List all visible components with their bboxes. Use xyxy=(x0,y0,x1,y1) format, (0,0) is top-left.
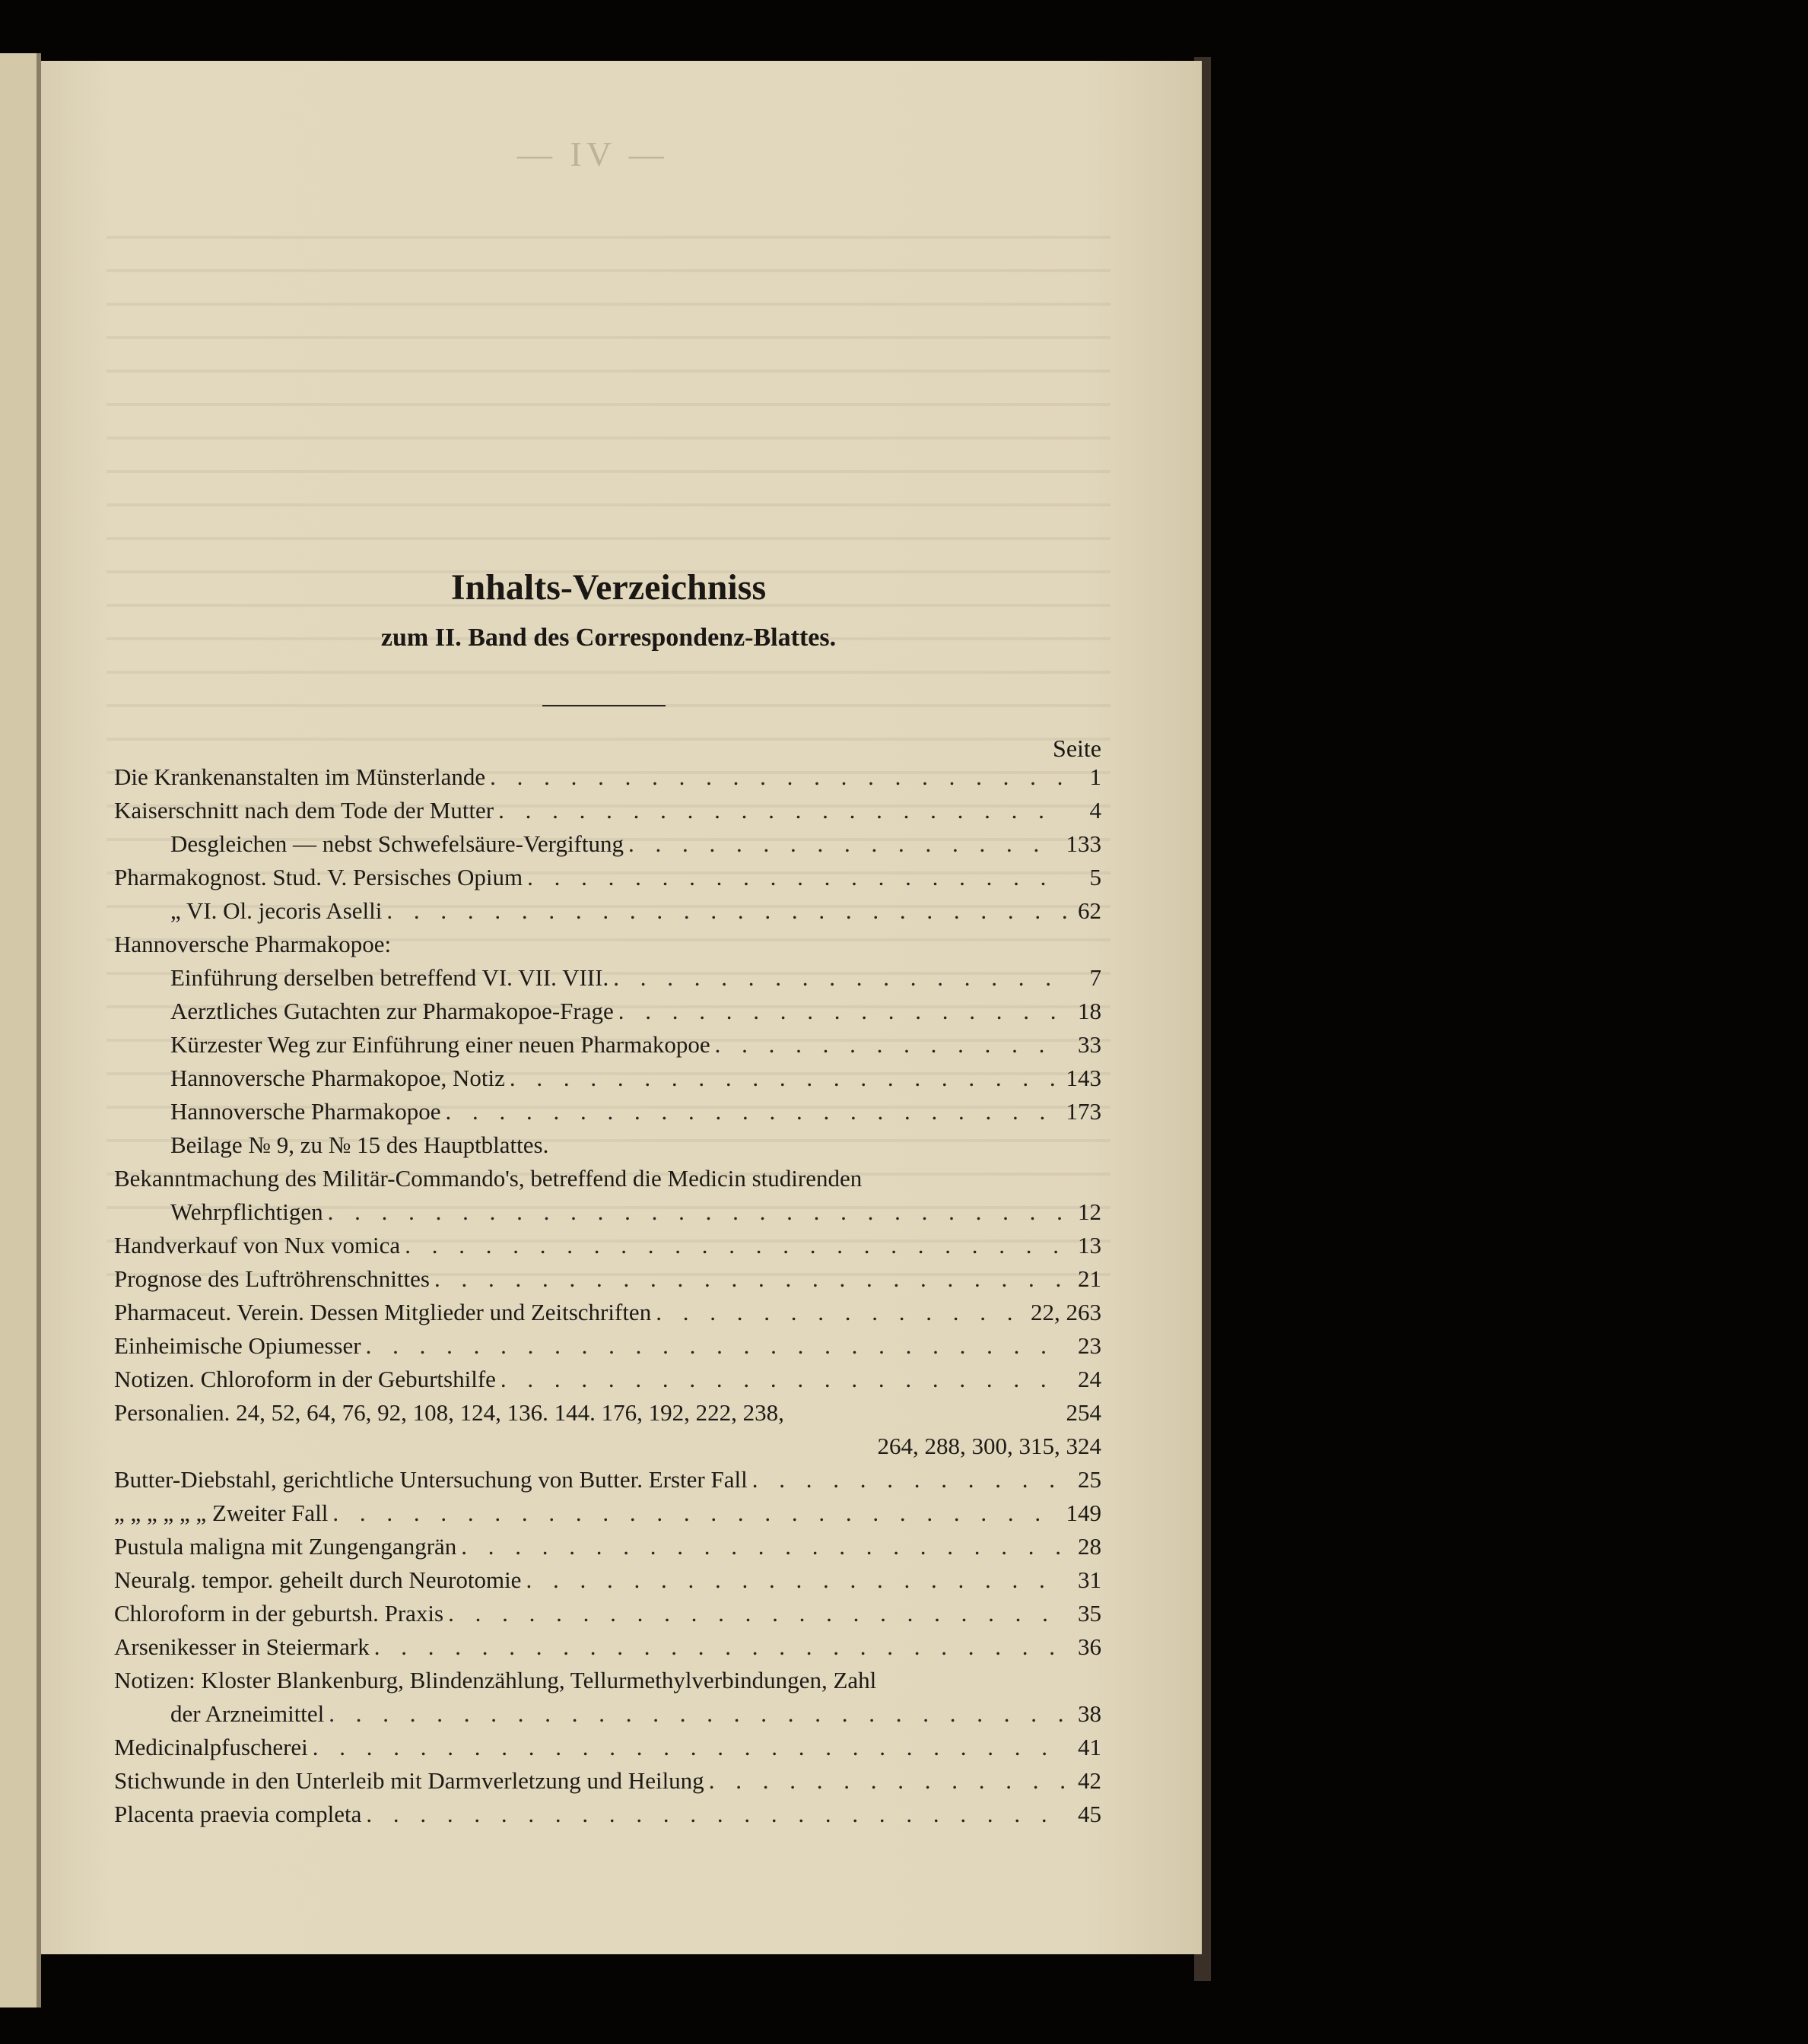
dot-leader xyxy=(613,961,1066,995)
toc-entry-title: Hannoversche Pharmakopoe: xyxy=(114,931,392,957)
toc-entry-title: Stichwunde in den Unterleib mit Darmverletzung und Heilung xyxy=(114,1767,704,1794)
toc-entry-title: Pharmaceut. Verein. Dessen Mitglieder und Zeitschriften xyxy=(114,1299,652,1325)
toc-entry xyxy=(114,1195,1101,1229)
toc-entry-title: Prognose des Luftröhrenschnittes xyxy=(114,1265,430,1292)
toc-entry xyxy=(114,1128,1101,1162)
toc-entry xyxy=(114,794,1101,827)
dot-leader xyxy=(656,1296,1026,1329)
page-number: — IV — xyxy=(517,135,669,173)
toc-entry-page: 35 xyxy=(1078,1600,1101,1627)
toc-entry xyxy=(114,1496,1101,1530)
toc-entry-page: 4 xyxy=(1089,797,1101,824)
toc-entry-page: 38 xyxy=(1078,1700,1101,1727)
toc-entry xyxy=(114,1563,1101,1597)
toc-entry-title: Medicinalpfuscherei xyxy=(114,1734,308,1760)
toc-entry-page: 18 xyxy=(1078,998,1101,1024)
toc-entry-page: 62 xyxy=(1078,897,1101,924)
dot-leader xyxy=(628,827,1062,861)
page-title: Inhalts-Verzeichniss xyxy=(450,567,767,608)
toc-entry xyxy=(114,995,1101,1028)
dot-leader xyxy=(329,1697,1066,1731)
dot-leader xyxy=(405,1229,1066,1262)
toc-entry-title: Notizen: Kloster Blankenburg, Blindenzählung, Tellurmethylverbindungen, Zahl xyxy=(114,1667,877,1693)
toc-entry-page: 173 xyxy=(1066,1098,1101,1125)
toc-entry xyxy=(114,1162,1101,1195)
toc-entry-title: Aerztliches Gutachten zur Pharmakopoe-Frage xyxy=(170,998,614,1024)
page-column-label: Seite xyxy=(1053,735,1101,762)
toc-entry-page: 7 xyxy=(1089,964,1101,991)
toc-entry-page: 36 xyxy=(1078,1633,1101,1660)
toc-entry-page: 31 xyxy=(1078,1566,1101,1593)
dot-leader xyxy=(446,1095,1062,1128)
toc-entry xyxy=(114,1664,1101,1697)
toc-entry xyxy=(114,894,1101,928)
dot-leader xyxy=(434,1262,1066,1296)
toc-entry xyxy=(114,1396,1101,1430)
toc-entry-title: Einheimische Opiumesser xyxy=(114,1332,361,1359)
dot-leader xyxy=(526,1563,1066,1597)
toc-entry-title: Kürzester Weg zur Einführung einer neuen Pharmakopoe xyxy=(170,1031,710,1058)
toc-entry-page: 33 xyxy=(1078,1031,1101,1058)
toc-entry-title: Butter-Diebstahl, gerichtliche Untersuchung von Butter. Erster Fall xyxy=(114,1466,748,1493)
toc-entry xyxy=(114,1798,1101,1831)
toc-entry-page: 264, 288, 300, 315, 324 xyxy=(877,1433,1101,1459)
toc-entry-page: 254 xyxy=(1066,1399,1101,1426)
toc-entry xyxy=(114,1262,1101,1296)
toc-entry-title: Bekanntmachung des Militär-Commando's, betreffend die Medicin studirenden xyxy=(114,1165,863,1192)
toc-entry-page: 21 xyxy=(1078,1265,1101,1292)
toc-entry-page: 133 xyxy=(1066,830,1101,857)
toc-entry-page: 12 xyxy=(1078,1198,1101,1225)
previous-page-edge xyxy=(0,53,37,2008)
dot-leader xyxy=(527,861,1066,894)
toc-entry-title: Pustula maligna mit Zungengangrän xyxy=(114,1533,457,1560)
toc-entry-page: 41 xyxy=(1078,1734,1101,1760)
table-of-contents xyxy=(114,760,1101,1831)
toc-entry xyxy=(114,760,1101,794)
toc-entry-page: 25 xyxy=(1078,1466,1101,1493)
toc-entry-title: Chloroform in der geburtsh. Praxis xyxy=(114,1600,444,1627)
toc-entry-page: 1 xyxy=(1089,763,1101,790)
dot-leader xyxy=(448,1597,1066,1630)
toc-entry xyxy=(114,861,1101,894)
toc-entry xyxy=(114,1363,1101,1396)
toc-entry-title: Neuralg. tempor. geheilt durch Neurotomie xyxy=(114,1566,522,1593)
toc-entry-page: 22, 263 xyxy=(1031,1299,1101,1325)
toc-entry-title: Arsenikesser in Steiermark xyxy=(114,1633,370,1660)
dot-leader xyxy=(328,1195,1066,1229)
toc-entry-title: Notizen. Chloroform in der Geburtshilfe xyxy=(114,1366,496,1392)
dot-leader xyxy=(490,760,1066,794)
toc-entry-title: „ „ „ „ „ „ Zweiter Fall xyxy=(114,1500,329,1526)
dot-leader xyxy=(618,995,1066,1028)
toc-entry xyxy=(114,1530,1101,1563)
toc-entry-page: 42 xyxy=(1078,1767,1101,1794)
toc-entry-title: Die Krankenanstalten im Münsterlande xyxy=(114,763,486,790)
toc-entry-title: Beilage № 9, zu № 15 des Hauptblattes. xyxy=(170,1132,549,1158)
dot-leader xyxy=(366,1329,1066,1363)
toc-entry xyxy=(114,1630,1101,1664)
toc-entry xyxy=(114,1731,1101,1764)
dot-leader xyxy=(374,1630,1066,1664)
toc-entry-title: Pharmakognost. Stud. V. Persisches Opium xyxy=(114,864,523,890)
dot-leader xyxy=(500,1363,1066,1396)
toc-entry-title: Kaiserschnitt nach dem Tode der Mutter xyxy=(114,797,494,824)
toc-entry xyxy=(114,1329,1101,1363)
toc-entry-page: 24 xyxy=(1078,1366,1101,1392)
toc-entry-title: Einführung derselben betreffend VI. VII. VIII. xyxy=(170,964,609,991)
dot-leader xyxy=(313,1731,1066,1764)
toc-entry-title: Hannoversche Pharmakopoe xyxy=(170,1098,441,1125)
toc-entry xyxy=(114,1764,1101,1798)
dot-leader xyxy=(386,894,1066,928)
toc-entry-title: Personalien. 24, 52, 64, 76, 92, 108, 124, 136. 144. 176, 192, 222, 238, xyxy=(114,1399,784,1426)
toc-entry xyxy=(114,1430,1101,1463)
toc-entry-page: 5 xyxy=(1089,864,1101,890)
toc-entry xyxy=(114,1028,1101,1062)
toc-entry-page: 28 xyxy=(1078,1533,1101,1560)
toc-entry-page: 149 xyxy=(1066,1500,1101,1526)
toc-entry-title: der Arzneimittel xyxy=(170,1700,325,1727)
dot-leader xyxy=(715,1028,1066,1062)
toc-entry xyxy=(114,1095,1101,1128)
toc-entry xyxy=(114,1697,1101,1731)
toc-entry-title: „ VI. Ol. jecoris Aselli xyxy=(170,897,383,924)
dot-leader xyxy=(510,1062,1062,1095)
title-divider xyxy=(542,705,666,706)
toc-entry-title: Desgleichen — nebst Schwefelsäure-Vergiftung xyxy=(170,830,624,857)
dot-leader xyxy=(752,1463,1066,1496)
toc-entry xyxy=(114,1062,1101,1095)
toc-entry-title: Wehrpflichtigen xyxy=(170,1198,323,1225)
toc-entry xyxy=(114,961,1101,995)
toc-entry-page: 23 xyxy=(1078,1332,1101,1359)
toc-entry xyxy=(114,827,1101,861)
dot-leader xyxy=(332,1496,1061,1530)
dot-leader xyxy=(366,1798,1066,1831)
toc-entry xyxy=(114,928,1101,961)
toc-entry-page: 143 xyxy=(1066,1065,1101,1091)
toc-entry xyxy=(114,1597,1101,1630)
dot-leader xyxy=(709,1764,1066,1798)
toc-entry-title: Handverkauf von Nux vomica xyxy=(114,1232,401,1258)
toc-entry-page: 45 xyxy=(1078,1801,1101,1827)
toc-entry xyxy=(114,1463,1101,1496)
toc-entry xyxy=(114,1296,1101,1329)
page-subtitle: zum II. Band des Correspondenz-Blattes. xyxy=(380,624,837,652)
dot-leader xyxy=(498,794,1066,827)
toc-entry-title: Hannoversche Pharmakopoe, Notiz xyxy=(170,1065,505,1091)
toc-entry-title: Placenta praevia completa xyxy=(114,1801,362,1827)
toc-entry xyxy=(114,1229,1101,1262)
dot-leader xyxy=(461,1530,1066,1563)
toc-entry-page: 13 xyxy=(1078,1232,1101,1258)
